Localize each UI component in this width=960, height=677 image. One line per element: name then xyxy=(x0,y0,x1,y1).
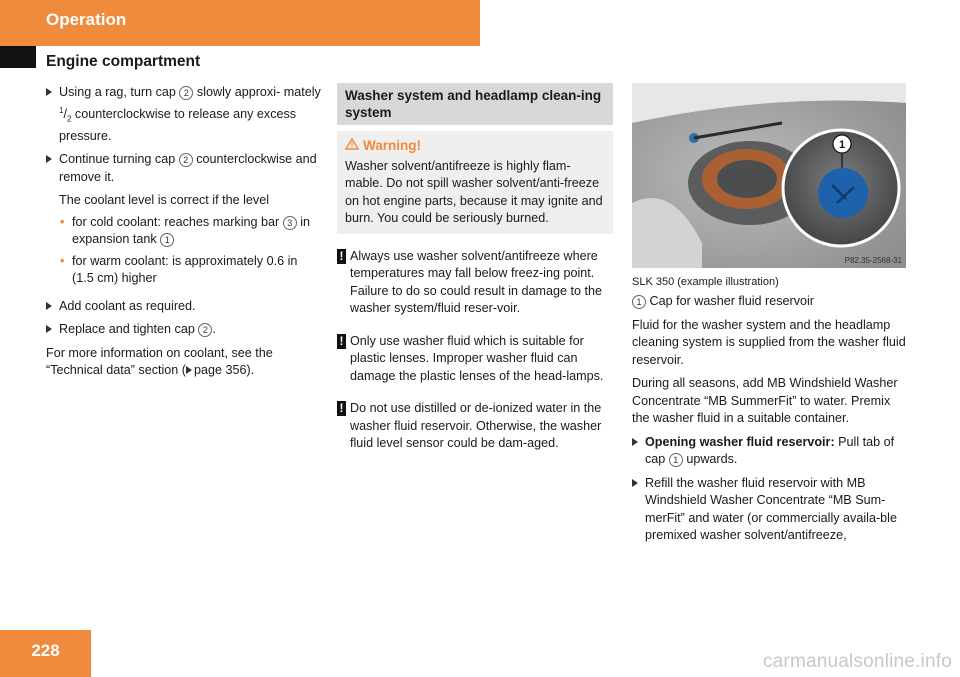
callout-number: 1 xyxy=(160,233,174,247)
page-number: 228 xyxy=(31,641,60,660)
fraction-numerator: 1 xyxy=(59,105,64,115)
step-arrow-icon xyxy=(46,302,52,310)
step-refill-reservoir: Refill the washer fluid reservoir with MB Windshield Washer Concentrate “MB Sum-merFit” and water (or commercially availa-ble premixed washer solvent/antifreeze, xyxy=(632,475,910,545)
warning-title: Warning! xyxy=(345,137,605,155)
fraction-denominator: 2 xyxy=(66,114,72,124)
fluid-supply-paragraph: Fluid for the washer system and the headlamp cleaning system is supplied from the washer fluid reservoir. xyxy=(632,317,906,367)
warning-triangle-icon xyxy=(345,137,359,155)
page-number-box xyxy=(0,630,91,677)
callout-number: 2 xyxy=(179,86,193,100)
washer-system-heading: Washer system and headlamp clean-ing system xyxy=(337,83,613,125)
callout-number: 2 xyxy=(198,323,212,337)
seasonal-additive-paragraph: During all seasons, add MB Windshield Washer Concentrate “MB SummerFit” to water. Premix the washer fluid in a suitable container. xyxy=(632,376,898,425)
step-arrow-icon xyxy=(632,479,638,487)
section-title: Operation xyxy=(46,10,127,29)
more-info-text: For more information on coolant, see the “Technical data” section ( page 356). xyxy=(46,345,273,378)
caution-exclamation-icon: ! xyxy=(337,401,346,416)
step-arrow-icon xyxy=(632,438,638,446)
middle-column xyxy=(337,83,613,453)
callout-number: 2 xyxy=(179,153,193,167)
step-open-reservoir: Opening washer fluid reservoir: Pull tab of cap 1 upwards. xyxy=(632,434,910,469)
page-reference-icon xyxy=(186,366,192,374)
step-arrow-icon xyxy=(46,88,52,96)
callout-number: 1 xyxy=(669,453,683,467)
right-column xyxy=(632,275,910,551)
watermark: carmanualsonline.info xyxy=(762,651,952,672)
note-distilled-water: ! Do not use distilled or de-ionized water in the washer fluid reservoir. Otherwise, the washer fluid level sensor could be dam-aged. xyxy=(337,400,613,453)
bullet-warm-coolant: • for warm coolant: is approximately 0.6 in (1.5 cm) higher xyxy=(60,253,298,286)
caution-exclamation-icon: ! xyxy=(337,334,346,349)
callout-number: 1 xyxy=(632,295,646,309)
step-arrow-icon xyxy=(46,325,52,333)
caution-exclamation-icon: ! xyxy=(337,249,346,264)
warning-text: Washer solvent/antifreeze is highly flam-mable. Do not spill washer solvent/anti-freeze on hot engine parts, because it may ignite and burn. You could be seriously burned. xyxy=(345,158,603,225)
note-plastic-lenses: ! Only use washer fluid which is suitable for plastic lenses. Improper washer fluid can damage the plastic lenses of the head-lamps. xyxy=(337,333,613,386)
bullet-dot-icon: • xyxy=(60,253,65,268)
step-remove-cap: Continue turning cap 2 counterclockwise and remove it. xyxy=(46,151,322,186)
bullet-cold-coolant: • for cold coolant: reaches marking bar 3 in expansion tank 1 xyxy=(60,214,311,247)
left-column xyxy=(46,84,322,386)
step-arrow-icon xyxy=(46,155,52,163)
legend-item: 1 Cap for washer fluid reservoir xyxy=(632,293,910,311)
step-replace-cap: Replace and tighten cap 2 . xyxy=(46,321,322,339)
header-tab-marker xyxy=(0,46,36,68)
note-antifreeze: ! Always use washer solvent/antifreeze where temperatures may fall below freez-ing point. Failure to do so could result in damage to the washer system/fluid reser-voir. xyxy=(337,248,613,318)
engine-compartment-photo xyxy=(632,83,906,268)
photo-caption: SLK 350 (example illustration) xyxy=(632,276,779,288)
warning-box xyxy=(337,131,613,234)
subsection-title: Engine compartment xyxy=(46,53,201,70)
step-add-coolant: Add coolant as required. xyxy=(46,298,322,316)
page-reference-link[interactable]: page 356). xyxy=(194,363,255,378)
engine-photo-illustration xyxy=(632,83,906,268)
photo-code: P82.35-2568-31 xyxy=(844,256,902,265)
step-turn-cap: Using a rag, turn cap 2 slowly approxi- mately $^1/_2$ counterclockwise to release any excess pressure. xyxy=(46,84,322,145)
bullet-dot-icon: • xyxy=(60,214,65,229)
photo-callout-number: 1 xyxy=(838,139,846,151)
coolant-level-text: The coolant level is correct if the level xyxy=(59,193,269,208)
callout-number: 3 xyxy=(283,216,297,230)
